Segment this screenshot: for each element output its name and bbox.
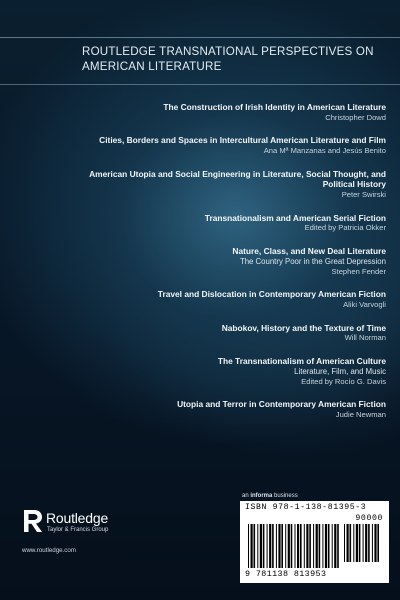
book-author: Stephen Fender <box>331 266 386 276</box>
publisher-group: Taylor & Francis Group <box>47 527 109 533</box>
book-entry <box>86 399 386 420</box>
book-author: Edited by Patricia Okker <box>304 223 386 233</box>
book-subtitle: Literature, Film, and Music <box>294 366 386 376</box>
book-author: Ana Mª Manzanas and Jesús Benito <box>263 146 386 156</box>
book-title: The Transnationalism of American Culture <box>217 355 386 366</box>
isbn-text: ISBN 978-1-138-81395-3 <box>245 503 367 512</box>
book-entry <box>86 135 386 156</box>
publisher-block <box>22 502 162 562</box>
book-entry <box>86 102 386 123</box>
publisher-name: Routledge <box>46 510 109 526</box>
book-list <box>86 102 386 432</box>
informa-brand: informa <box>250 493 273 499</box>
book-entry <box>86 213 386 234</box>
book-subtitle: The Country Poor in the Great Depression <box>239 256 386 266</box>
book-entry <box>86 246 386 277</box>
book-title: Nature, Class, and New Deal Literature <box>232 245 386 256</box>
series-divider <box>0 84 400 85</box>
book-title: Nabokov, History and the Texture of Time <box>221 322 386 333</box>
barcode-panel <box>240 501 389 583</box>
book-title: Cities, Borders and Spaces in Intercultural American Literature and Film <box>99 135 386 146</box>
book-author: Edited by Rocío G. Davis <box>301 376 386 386</box>
book-entry <box>86 356 386 387</box>
routledge-logo-icon <box>22 508 44 534</box>
book-title: Travel and Dislocation in Contemporary American Fiction <box>157 289 386 300</box>
ean-barcode-icon <box>248 524 340 568</box>
book-title: The Construction of Irish Identity in American Literature <box>163 102 386 112</box>
book-author: Peter Swirski <box>341 190 386 200</box>
book-author: Judie Newman <box>335 409 386 419</box>
informa-suffix: business <box>272 493 298 499</box>
book-title: American Utopia and Social Engineering in Literature, Social Thought, and Political History <box>89 168 386 190</box>
series-title: ROUTLEDGE TRANSNATIONAL PERSPECTIVES ON AMERICAN LITERATURE <box>82 45 374 73</box>
book-author: Will Norman <box>344 333 386 343</box>
addon-barcode-icon <box>344 524 382 562</box>
book-entry <box>86 169 386 201</box>
book-entry <box>86 323 386 344</box>
informa-prefix: an <box>242 493 251 499</box>
book-title: Utopia and Terror in Contemporary American Fiction <box>177 399 386 410</box>
book-author: Aliki Varvogli <box>343 300 386 310</box>
barcode-digits: 9 781138 813953 <box>245 569 327 579</box>
book-entry <box>86 289 386 310</box>
book-title: Transnationalism and American Serial Fiction <box>204 212 386 223</box>
top-divider <box>0 37 400 38</box>
informa-business-tag <box>242 493 298 499</box>
price-code: 90000 <box>355 514 383 523</box>
publisher-url[interactable]: www.routledge.com <box>22 547 76 554</box>
book-author: Christopher Dowd <box>325 112 386 122</box>
